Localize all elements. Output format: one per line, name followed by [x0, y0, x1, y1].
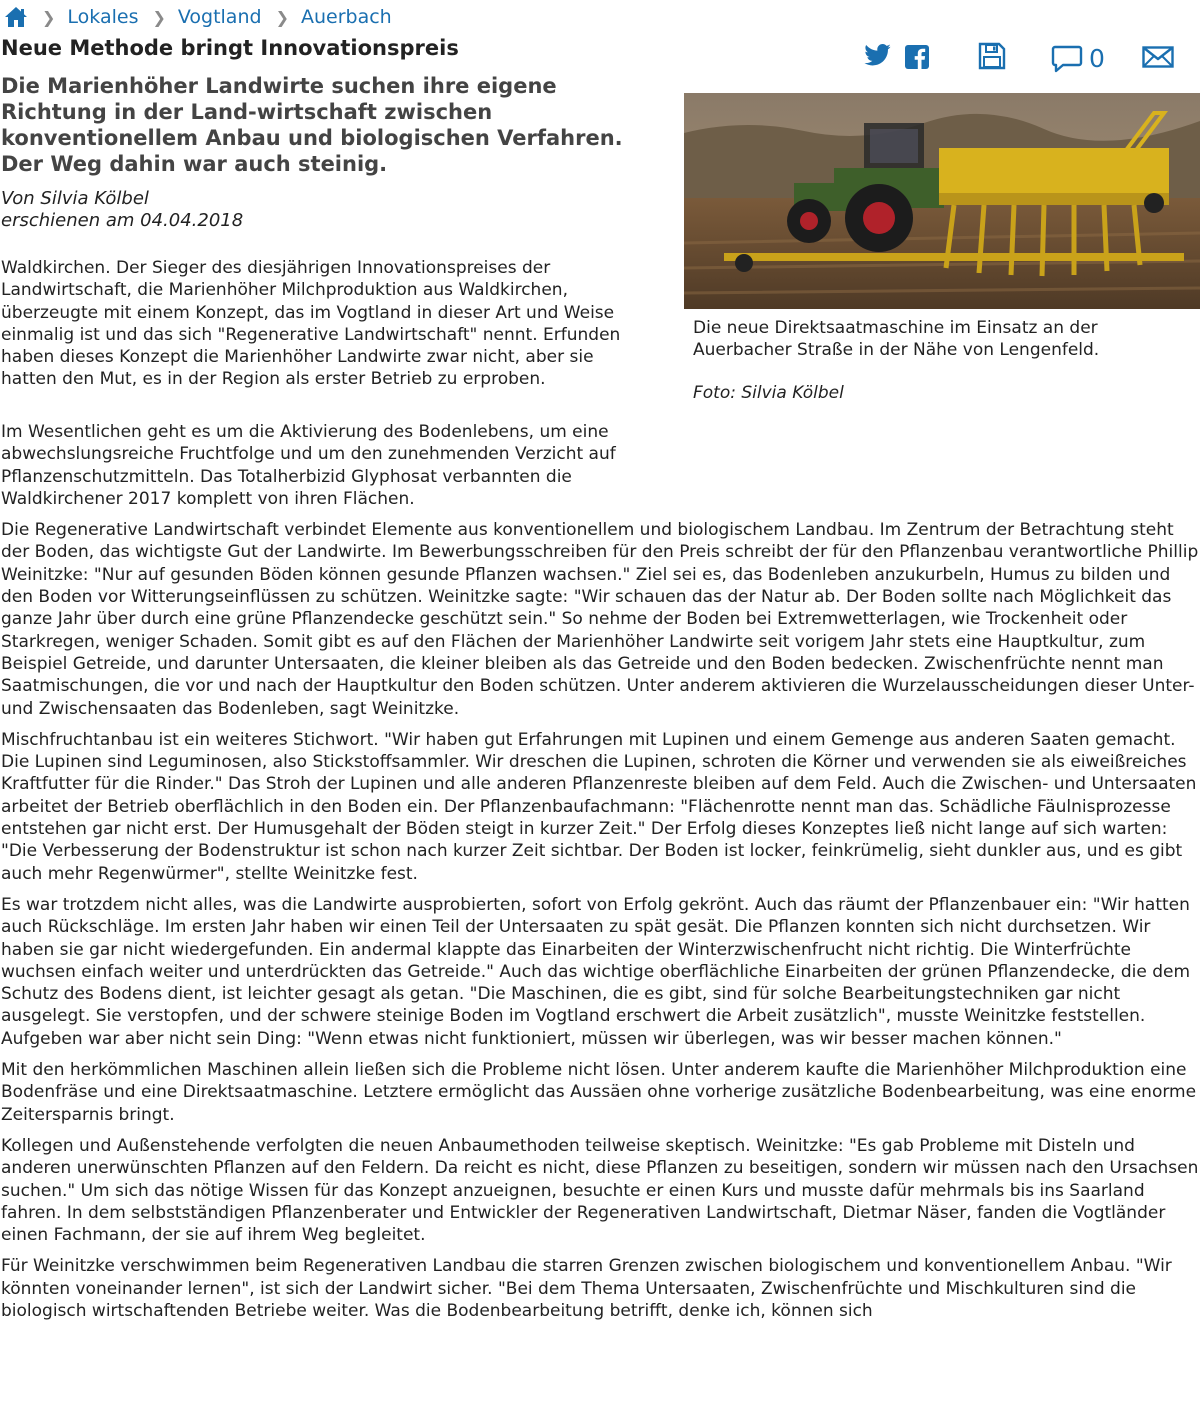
article-paragraph: Es war trotzdem nicht alles, was die Landwirte ausprobierten, sofort von Erfolg gekrönt. Auch das räumt der Pflanzenbauer ein: "Wir hatten auch Rückschläge. Im ersten Jahr haben wir einen Teil der Untersaaten zu spät gesät. Die Pflanzen konnten sich nicht durchsetzen. Wir haben sie gar nicht wiedergefunden. Ein andermal klappte das Einarbeiten der Winterzwischenfrucht nicht richtig. Die Winterfrüchte wuchsen einfach weiter und unterdrückten das Getreide." Auch das wichtige oberflächliche Einarbeiten der grünen Pflanzendecke, die dem Schutz des Bodens dient, ist leichter gesagt als getan. "Die Maschinen, die es gibt, sind für solche Bearbeitungstechniken gar nicht ausgelegt. Sie verstopfen, und der schwere steinige Boden im Vogtland erschwert die Arbeit zusätzlich", musste Weinitzke feststellen. Aufgeben war aber nicht sein Ding: "Wenn etwas nicht funktioniert, müssen wir überlegen, was wir besser machen können."	[1, 894, 1191, 1049]
article-paragraph: Im Wesentlichen geht es um die Aktivierung des Bodenlebens, um eine abwechslungsreiche Fruchtfolge und um den zunehmenden Verzicht auf Pflanzenschutzmitteln. Das Totalherbizid Glyphosat verbannten die Waldkirchener 2017 komplett von ihren Flächen.	[1, 422, 616, 509]
article-figure	[684, 93, 1200, 403]
article-body	[1, 421, 1199, 1331]
breadcrumb-separator: ❯	[275, 7, 289, 27]
author: Von Silvia Kölbel	[1, 188, 149, 209]
share-toolbar	[0, 42, 1200, 76]
article-title: Neue Methode bringt Innovationspreis	[1, 36, 459, 60]
breadcrumb-vogtland[interactable]: Vogtland	[177, 6, 262, 28]
publish-date: erschienen am 04.04.2018	[1, 210, 244, 231]
article-teaser: Die Marienhöher Landwirte suchen ihre eigene Richtung in der Land-wirtschaft zwischen konventionellem Anbau und biologischen Verfahren. Der Weg dahin war auch steinig.	[1, 74, 623, 176]
facebook-icon[interactable]	[905, 45, 929, 69]
breadcrumb-separator: ❯	[42, 7, 56, 27]
article-paragraph: Mischfruchtanbau ist ein weiteres Stichwort. "Wir haben gut Erfahrungen mit Lupinen und einem Gemenge aus anderen Saaten gemacht. Die Lupinen sind Leguminosen, also Stickstoffsammler. Wir dreschen die Lupinen, schroten die Körner und verwenden sie als eiweißreiches Kraftfutter für die Rinder." Das Stroh der Lupinen und alle anderen Pflanzenreste bleiben auf dem Feld. Auch die Zwischen- und Untersaaten arbeitet der Betrieb oberflächlich in den Boden ein. Der Pflanzenbaufachmann: "Flächenrotte nennt man das. Schädliche Fäulnisprozesse entstehen gar nicht erst. Der Humusgehalt der Böden steigt in kurzer Zeit." Der Erfolg dieses Konzeptes ließ nicht lange auf sich warten: "Die Verbesserung der Bodenstruktur ist schon nach kurzer Zeit sichtbar. Der Boden ist locker, feinkrümelig, sieht dunkler aus, und es gibt auch mehr Regenwürmer", stellte Weinitzke fest.	[1, 729, 1197, 884]
breadcrumb-auerbach[interactable]: Auerbach	[300, 6, 392, 28]
home-icon[interactable]	[4, 6, 28, 28]
save-icon[interactable]	[978, 42, 1006, 70]
article-paragraph: Kollegen und Außenstehende verfolgten die neuen Anbaumethoden teilweise skeptisch. Weinitzke: "Es gab Probleme mit Disteln und anderen unerwünschten Pflanzen auf den Feldern. Da reicht es nicht, diese Pflanzen zu beseitigen, sondern wir müssen nach den Ursachsen suchen." Um sich das nötige Wissen für das Konzept anzueignen, besuchte er einen Kurs und musste dafür mehrmals bis ins Saarland fahren. In dem selbstständigen Pflanzenberater und Entwickler der Regenerativen Landwirtschaft, Dietmar Näser, fanden die Vogtländer einen Fachmann, der sie auf ihrem Weg begleitet.	[1, 1135, 1199, 1246]
twitter-icon[interactable]	[864, 44, 891, 66]
comment-icon[interactable]	[1051, 44, 1105, 73]
breadcrumb-lokales[interactable]: Lokales	[67, 6, 139, 28]
mail-icon[interactable]	[1142, 46, 1174, 68]
breadcrumb-separator: ❯	[152, 7, 166, 27]
comment-count: 0	[1089, 44, 1105, 73]
breadcrumb	[4, 4, 392, 30]
article-paragraph: Waldkirchen. Der Sieger des diesjährigen Innovationspreises der Landwirtschaft, die Marienhöher Milchproduktion aus Waldkirchen, überzeugte mit einem Konzept, das im Vogtland in dieser Art und Weise einmalig ist und das sich "Regenerative Landwirtschaft" nennt. Erfunden haben dieses Konzept die Marienhöher Landwirte zwar nicht, aber sie hatten den Mut, es in der Region als erster Betrieb zu erproben.	[1, 258, 621, 390]
article-paragraph: Die Regenerative Landwirtschaft verbindet Elemente aus konventionellem und biologischem Landbau. Im Zentrum der Betrachtung steht der Boden, das wichtigste Gut der Landwirte. Im Bewerbungsschreiben für den Preis schreibt der für den Pflanzenbau verantwortliche Phillip Weinitzke: "Nur auf gesunden Böden können gesunde Pflanzen wachsen." Ziel sei es, das Bodenleben anzukurbeln, Humus zu bilden und den Boden vor Witterungseinflüssen zu schützen. Weinitzke sagte: "Wir schauen das der Natur ab. Der Boden sollte nach Möglichkeit das ganze Jahr über durch eine grüne Pflanzendecke geschützt sein." So nehme der Boden bei Extremwetterlagen, wie Trockenheit oder Starkregen, weniger Schaden. Somit gibt es auf den Flächen der Marienhöher Landwirte seit vorigem Jahr stets eine Hauptkultur, zum Beispiel Getreide, und darunter Untersaaten, die kleiner bleiben als das Getreide und den Boden bedecken. Zwischenfrüchte nennt man Saatmischungen, die vor und nach der Hauptkultur den Boden schützen. Unter anderem aktivieren die Wurzelausscheidungen dieser Unter- und Zwischensaaten das Bodenleben, sagt Weinitzke.	[1, 520, 1199, 719]
article-paragraph: Für Weinitzke verschwimmen beim Regenerativen Landbau die starren Grenzen zwischen biologischem und konventionellem Anbau. "Wir könnten voneinander lernen", ist sich der Landwirt sicher. "Bei dem Thema Untersaaten, Zwischenfrüchte und Mischkulturen sind die biologisch wirtschaftenden Betriebe weiter. Was die Bodenbearbeitung betrifft, denke ich, können sich	[1, 1256, 1172, 1321]
article-paragraph: Mit den herkömmlichen Maschinen allein ließen sich die Probleme nicht lösen. Unter anderem kaufte die Marienhöher Milchproduktion eine Bodenfräse und eine Direktsaatmaschine. Letztere ermöglicht das Aussäen ohne vorherige zusätzliche Bodenbearbeitung, was eine enorme Zeitersparnis bringt.	[1, 1060, 1197, 1125]
image-credit: Foto: Silvia Kölbel	[693, 383, 844, 403]
article-photo[interactable]	[684, 93, 1200, 309]
image-caption: Die neue Direktsaatmaschine im Einsatz an der Auerbacher Straße in der Nähe von Lengenfeld.	[693, 318, 1100, 360]
byline	[1, 188, 243, 232]
